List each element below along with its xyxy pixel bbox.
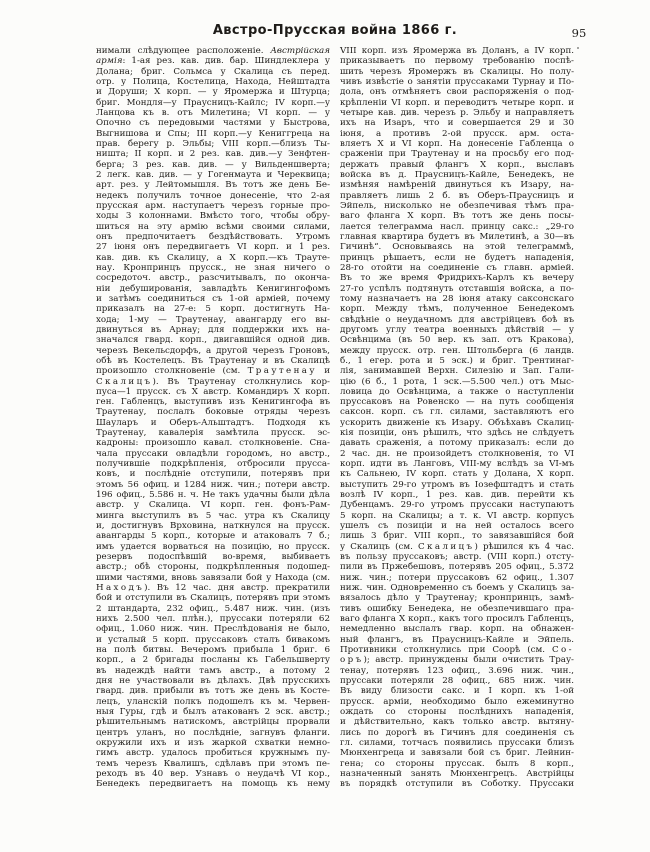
text-line: Долана; бриг. Сольмса у Скалица съ перед.: [96, 66, 330, 77]
text-line: другомъ углу театра военныхъ дѣйствій — у: [340, 324, 574, 335]
text-line: гимъ австр. удалось пробиться кружнымъ пу-: [96, 748, 330, 759]
text-line: и, достигнувъ Врховина, наткнулся на прусск.: [96, 521, 330, 532]
text-line: рѣшительнымъ натискомъ, австрійцы прорвали: [96, 717, 330, 728]
text-line: ниж. чин. Одновременно съ боемъ у Скалицъ за-: [340, 583, 574, 594]
text-line: оръ); австр. принуждены были очистить Трау-: [340, 655, 574, 666]
text-line: получившіе подкрѣпленія, отбросили прусса-: [96, 459, 330, 470]
text-line: корп. идти въ Ланговъ, VIII-му вслѣдъ за VI-мъ: [340, 459, 574, 470]
text-line: ніи дебушированія, завладѣть Кенигингофомъ: [96, 283, 330, 294]
text-line: реходъ въ 40 вер. Узнавъ о неудачѣ VI кор.,: [96, 768, 330, 779]
text-line: Мюнхенгреца и завязали бой съ бриг. Лейнин-: [340, 748, 574, 759]
text-line: лія, занимавшей Верхн. Силезію и Зап. Гали-: [340, 366, 574, 377]
text-line: тенау, потерявъ 123 офиц., 3.696 ниж. чин.,: [340, 665, 574, 676]
text-line: лишь 3 бриг. VIII корп., то завязавшійся бой: [340, 531, 574, 542]
text-line: приказалъ на 27-е: 5 корп. достигнуть На-: [96, 304, 330, 315]
text-line: 196 офиц., 5.586 н. ч. Не такъ удачны были дѣла: [96, 490, 330, 501]
text-line: ниж. чин.; потери пруссаковъ 62 офиц., 1.307: [340, 572, 574, 583]
text-line: сраженіи при Траутенау и на просьбу его под-: [340, 149, 574, 160]
text-line: прав. берегу р. Эльбы; VIII корп.—близъ Ты-: [96, 138, 330, 149]
page-number: 95: [571, 26, 587, 40]
letterspaced-text: Скалицъ: [417, 541, 475, 552]
text-line: резервъ подоспѣвшій во-время, выбиваетъ: [96, 552, 330, 563]
text-line: 2 штандарта, 232 офиц., 5.487 ниж. чин. (изъ: [96, 603, 330, 614]
text-line: къ Сальнею, IV корп. стать у Долана, X корп.: [340, 469, 574, 480]
text-line: Скалицъ). Въ Траутенау столкнулись кор-: [96, 376, 330, 387]
text-line: кав. див. къ Скалицу, а X корп.—къ Трауте-: [96, 252, 330, 263]
text-line: и затѣмъ соединиться съ 1-ой арміей, почему: [96, 293, 330, 304]
text-line: цію (6 б., 1 рота, 1 эск.—5.500 чел.) отъ Мыс-: [340, 376, 574, 387]
text-line: Гичинѣ“. Основываясь на этой телеграммѣ,: [340, 242, 574, 253]
text-line: черезъ Векельсдорфъ, а другой черезъ Гроновъ,: [96, 345, 330, 356]
text-line: австр.; обѣ стороны, подкрѣпленныя подошед-: [96, 562, 330, 573]
text-line: ковъ, и послѣдніе отступили, потерявъ при: [96, 469, 330, 480]
text-line: 27 іюня онъ передвигаетъ VI корп. и 1 рез.: [96, 242, 330, 253]
text-line: Эйпель, нисколько не обезпечивая тѣмъ пра-: [340, 200, 574, 211]
text-line: ген. Габленцъ, выступивъ изъ Кенигингофа въ: [96, 397, 330, 408]
text-line: дня не участвовали въ дѣлахъ. Двѣ прусскихъ: [96, 676, 330, 687]
text-line: этомъ 56 офиц. и 1284 ниж. чин.; потери австр.: [96, 479, 330, 490]
text-line: центръ уланъ, но послѣдніе, загнувъ фланги.: [96, 727, 330, 738]
text-line: Освѣнцима (въ 50 вер. къ зап. отъ Кракова),: [340, 335, 574, 346]
text-line: значался гвард. корп., двигавшійся одной див.: [96, 335, 330, 346]
text-line: и Доруши; X корп. — у Яромержа и Штурца;: [96, 87, 330, 98]
text-line: корп., а 2 бригады посланы къ Габельшверту: [96, 655, 330, 666]
letterspaced-text: Находъ: [96, 583, 145, 594]
letterspaced-text: Со-: [551, 645, 574, 656]
text-line: главная квартира будетъ въ Милетинѣ, а 30—въ: [340, 231, 574, 242]
text-line: 5 корп. на Скалицы; а т. к. VI австр. корпусъ: [340, 510, 574, 521]
text-line: VIII корп. изъ Яромержа въ Доланъ, а IV корп.: [340, 46, 574, 56]
text-line: 28-го отойти на соединеніе съ главн. арміей.: [340, 262, 574, 273]
text-line: іюня, а противъ 2-ой прусск. арм. оста-: [340, 128, 574, 139]
text-line: нау. Кронпринцъ прусск., не зная ничего о: [96, 262, 330, 273]
text-line: Дубенцамъ. 29-го утромъ пруссаки наступаютъ: [340, 500, 574, 511]
text-line: шими частями, вновь завязали бой у Находа (см.: [96, 572, 330, 583]
text-line: и усталый 5 корп. пруссаковъ сталъ бивакомъ: [96, 634, 330, 645]
text-line: дола, онъ отмѣняетъ свои распоряженія о под-: [340, 87, 574, 98]
text-line: войска въ д. Праусницъ-Кайле, Бенедекъ, не: [340, 169, 574, 180]
text-line: гена; со стороны пруссак. былъ 8 корп.,: [340, 758, 574, 769]
italic-text: армія: [96, 56, 123, 67]
text-line: темъ черезъ Квалишъ, сдѣлавъ при этомъ пе-: [96, 758, 330, 769]
text-line: 2 час. дн. не произойдетъ столкновенія, то VI: [340, 448, 574, 459]
text-line: тивъ ошибку Бенедека, не обезпечившаго пра-: [340, 603, 574, 614]
letterspaced-text: Траутенау: [247, 366, 317, 377]
text-line: армія: 1-ая рез. кав. див. бар. Шиндлеклера у: [96, 56, 330, 67]
text-line: обѣ въ Костелецъ. Въ Траутенау и въ Скалицѣ: [96, 355, 330, 366]
text-line: Траутенау, послалъ боковые отряды черезъ: [96, 407, 330, 418]
text-line: ныя Гуры, гдѣ и былъ атакованъ 2 эск. австр.;: [96, 707, 330, 717]
text-line: офиц., 1.060 ниж. чин. Преслѣдованія не было,: [96, 624, 330, 635]
text-line: произошло столкновеніе (см. Траутенау и: [96, 366, 330, 377]
text-line: прусск. арміи, необходимо было ежеминутно: [340, 696, 574, 707]
text-line: шить черезъ Яромержъ въ Скалицы. Но полу-: [340, 66, 574, 77]
text-line: саксон. корп. съ гл. силами, заставляютъ его: [340, 407, 574, 418]
text-line: нихъ 2.500 чел. плѣн.), пруссаки потеряли 62: [96, 614, 330, 625]
text-line: 27-го успѣлъ подтянуть отставшія войска, а по-: [340, 283, 574, 294]
text-line: Ланцова къ в. отъ Милетина; VI корп. — у: [96, 107, 330, 118]
text-line: крѣпленіи VI корп. и переводитъ четыре корп. и: [340, 97, 574, 108]
text-line: пруссаки потеряли 28 офиц., 685 ниж. чин.: [340, 676, 574, 687]
text-line: пруссаковъ на Ровенско — на путь сообщенія: [340, 397, 574, 408]
text-line: хода; 1-му — Траутенау, авангарду его вы-: [96, 314, 330, 325]
print-artifact-dot: [577, 47, 579, 49]
text-line: принцъ рѣшаетъ, если не будетъ нападенія,: [340, 252, 574, 263]
text-line: недекъ получилъ точное донесеніе, что 2-ая: [96, 190, 330, 201]
letterspaced-text: оръ: [340, 655, 364, 666]
text-line: четыре кав. див. черезъ р. Эльбу и направляетъ: [340, 107, 574, 118]
text-line: гвард. див. прибыли въ тотъ же день въ Косте-: [96, 686, 330, 697]
text-line: ный флангъ, въ Праусницъ-Кайле и Эйпель.: [340, 634, 574, 645]
text-line: лецъ, уланскій полкъ подошелъ къ м. Червен-: [96, 696, 330, 707]
text-line: въ пользу пруссаковъ; австр. (VIII корп.) отсту-: [340, 552, 574, 563]
text-line: ваго фланга X корп. Въ тотъ же день посы-: [340, 211, 574, 222]
text-line: ништа; II корп. и 2 рез. кав. див.—у Зенфтен-: [96, 149, 330, 160]
text-line: Противники столкнулись при Соорѣ (см. Со-: [340, 645, 574, 656]
text-line: прусская арм. наступаетъ черезъ горные про-: [96, 200, 330, 211]
right-column: [340, 46, 574, 790]
text-line: отр. у Полица, Костелица, Находа, Нейштадта: [96, 76, 330, 87]
page-title: Австро-Прусская война 1866 г.: [212, 23, 458, 38]
text-line: лись по дорогѣ въ Гичинъ для соединенія съ: [340, 727, 574, 738]
text-line: правляетъ лишь 2 б. въ Оберъ-Праусницъ и: [340, 190, 574, 201]
text-line: гл. силами, тотчасъ появились пруссаки близъ: [340, 737, 574, 748]
text-line: держать правый флангъ X корп., выславъ: [340, 159, 574, 170]
text-line: кія позиціи, онъ рѣшилъ, что здѣсь не слѣдуетъ: [340, 428, 574, 439]
text-line: между прусск. отр. ген. Штольберга (6 ландв.: [340, 345, 574, 356]
text-line: ускорить движеніе къ Изару. Объѣхавъ Скалиц-: [340, 417, 574, 428]
text-line: давать сраженія, а потому приказалъ: если до: [340, 438, 574, 449]
text-line: назначенный занять Мюнхенгрецъ. Австрійцы: [340, 768, 574, 779]
text-line: Шауларъ и Оберъ-Альштадтъ. Подходя къ: [96, 417, 330, 428]
text-line: ушелъ съ позиціи и на ней осталось всего: [340, 521, 574, 532]
text-line: нимали слѣдующее расположеніе. Австрійская: [96, 46, 330, 56]
text-line: арт. рез. у Лейтомышля. Въ тотъ же день Бе-: [96, 180, 330, 191]
text-line: корп. Между тѣмъ, полученное Бенедекомъ: [340, 304, 574, 315]
text-line: сосредоточ. австр., разсчитывалъ, по оконча-: [96, 273, 330, 284]
text-line: вляетъ X и VI корп. На донесеніе Габленца о: [340, 138, 574, 149]
text-line: Находъ). Въ 12 час. дня австр. прекратили: [96, 583, 330, 594]
text-line: лается телеграмма насл. принцу сакс.: „29-го: [340, 221, 574, 232]
text-line: немедленно выслалъ гвар. корп. на обнажен-: [340, 624, 574, 635]
text-columns: [96, 46, 574, 790]
text-line: пили въ Пржебешовъ, потерявъ 205 офиц., 5.372: [340, 562, 574, 573]
text-line: шиться на эту армію всѣми своими силами,: [96, 221, 330, 232]
text-line: свѣдѣніе о неудачномъ для австрійцевъ боѣ въ: [340, 314, 574, 325]
text-line: ваго фланга X корп., какъ того просилъ Габленцъ,: [340, 614, 574, 625]
text-line: б., 1 егер. рота и 5 эск.) и бриг. Трентинаг-: [340, 355, 574, 366]
text-line: Въ виду близости сакс. и I корп. къ 1-ой: [340, 686, 574, 697]
text-line: берга; 3 рез. кав. див. — у Вильденшверта;: [96, 159, 330, 170]
text-line: бриг. Мондля—у Праусницъ-Кайлс; IV корп.—у: [96, 97, 330, 108]
text-line: тому назначаетъ на 28 іюня атаку саксонскаго: [340, 293, 574, 304]
text-line: двинуться въ Арнау; для поддержки ихъ на-: [96, 324, 330, 335]
text-line: возлѣ IV корп., 1 рез. кав. див. перейти къ: [340, 490, 574, 501]
text-line: у Скалицъ (см. Скалицъ) рѣшился къ 4 час.: [340, 541, 574, 552]
letterspaced-text: Скалицъ: [96, 376, 153, 387]
text-line: онъ предпочитаетъ бездѣйствовать. Утромъ: [96, 231, 330, 242]
text-line: измѣняя намѣреній двинуться къ Изару, на-: [340, 180, 574, 191]
text-line: Выгнишова и Спы; III корп.—у Кениггреца на: [96, 128, 330, 139]
text-line: чивъ извѣстіе о занятіи пруссаками Турнау и По-: [340, 76, 574, 87]
text-line: пуса—1 прусск. съ X австр. Командиръ X корп.: [96, 386, 330, 397]
italic-text: Австрійская: [270, 46, 330, 56]
text-line: и дѣйствительно, какъ только австр. вытяну-: [340, 717, 574, 728]
left-column: [96, 46, 330, 790]
text-line: австр. у Скалица. VI корп. ген. фонъ-Рам-: [96, 500, 330, 511]
text-line: бой и отступили въ Скалицъ, потерявъ при этомъ: [96, 593, 330, 604]
text-line: въ порядкѣ отступили въ Соботку. Пруссаки: [340, 779, 574, 790]
text-line: 2 легк. кав. див. — у Гогенмаута и Череквица;: [96, 169, 330, 180]
text-line: вязалось дѣло у Траутенау; кронпринцъ, замѣ-: [340, 593, 574, 604]
text-line: выступить 29-го утромъ въ Іозефштадтъ и стать: [340, 479, 574, 490]
text-line: кадроны: произошло кавал. столкновеніе. Сна-: [96, 438, 330, 449]
text-line: Бенедекъ передвигаетъ на помощь къ нему: [96, 779, 330, 790]
text-line: ловица до Освѣнцима, а также о наступленіи: [340, 386, 574, 397]
text-line: Опочно съ передовыми частями у Быстрова,: [96, 118, 330, 129]
text-line: приказываетъ по первому требованію поспѣ-: [340, 56, 574, 67]
text-line: ихъ на Изаръ, что и совершается 29 и 30: [340, 118, 574, 129]
text-line: на полѣ битвы. Вечеромъ прибыла 1 бриг. 6: [96, 645, 330, 656]
text-line: Траутенау, кавалерія замѣтила прусск. эс-: [96, 428, 330, 439]
text-line: минга выступилъ въ 5 час. утра къ Скалицу: [96, 510, 330, 521]
text-line: въ надеждѣ найти тамъ австр., а потому 2: [96, 665, 330, 676]
text-line: Въ то же время Фридрихъ-Карлъ къ вечеру: [340, 273, 574, 284]
text-line: авангарды 5 корп., которые и атаковалъ 7 б.;: [96, 531, 330, 542]
text-line: окружили ихъ и изъ жаркой схватки немно-: [96, 737, 330, 748]
text-line: чала пруссаки овладѣли городомъ, но австр.,: [96, 448, 330, 459]
text-line: имъ удается ворваться на позицію, но прусск.: [96, 541, 330, 552]
text-line: ходы 3 колоннами. Вмѣсто того, чтобы обру-: [96, 211, 330, 222]
text-line: ождать со стороны послѣднихъ нападенія,: [340, 707, 574, 717]
